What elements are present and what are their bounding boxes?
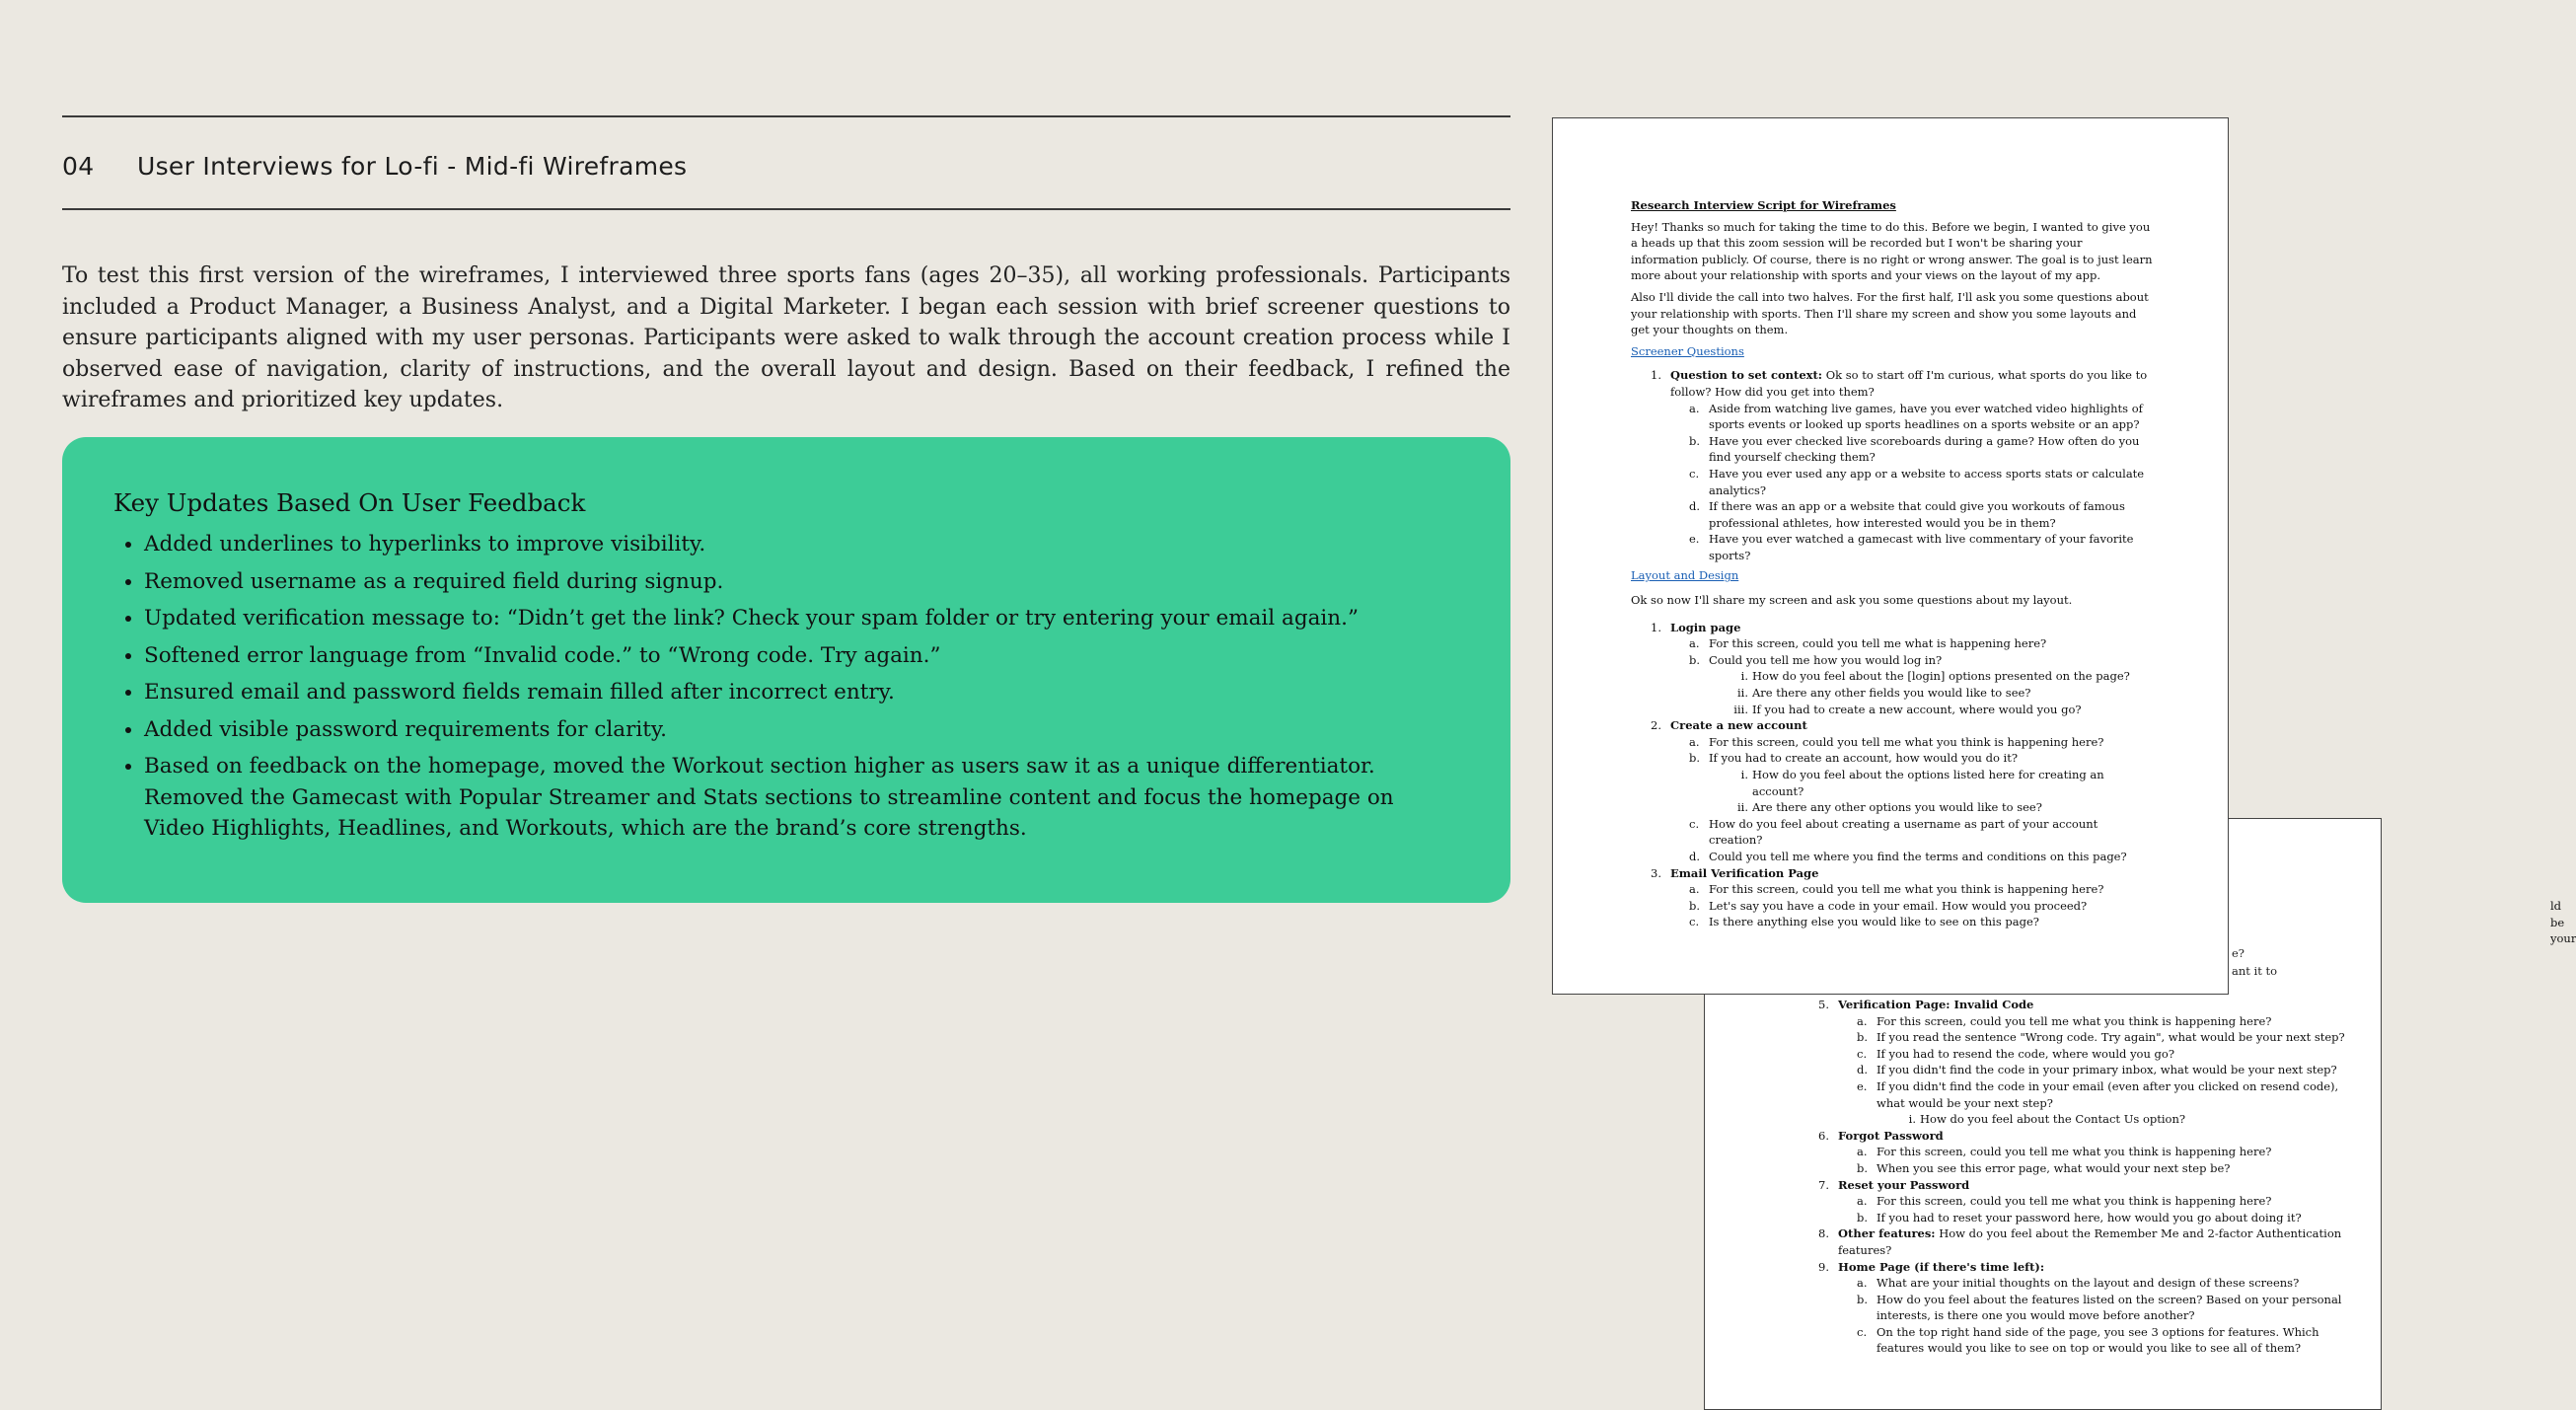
section-number: 04 bbox=[62, 151, 95, 181]
section-title: Login page bbox=[1670, 620, 1741, 634]
question: When you see this error page, what would your next step be? bbox=[1877, 1160, 2231, 1175]
question: What are your initial thoughts on the layout and design of these screens? bbox=[1877, 1276, 2300, 1291]
question: For this screen, could you tell me what you think is happening here? bbox=[1709, 734, 2104, 749]
question: Are there any other fields you would like to see? bbox=[1752, 686, 2031, 701]
top-divider bbox=[62, 115, 1510, 117]
question: If you didn't find the code in your primary inbox, what would be your next step? bbox=[1877, 1063, 2337, 1077]
question: If you had to create a new account, where would you go? bbox=[1752, 702, 2082, 716]
question: For this screen, could you tell me what is happening here? bbox=[1709, 636, 2047, 651]
question: Aside from watching live games, have you ever watched video highlights of sports events or looked up sports headlines on a sports website or an app? bbox=[1709, 401, 2143, 432]
question: If you had to create an account, how would you do it? bbox=[1709, 751, 2019, 766]
key-update-item: • Ensured email and password fields remain filled after incorrect entry. bbox=[144, 677, 1451, 708]
script-page-2-content: 5. Verification Page: Invalid Code a. For this screen, could you tell me what you think is happening here? b. If you read the sentence "Wrong code. Try again", what would be your next step? c. If you had to resend the code, where would you go? d. If you didn't find the code in your primary inbox, what would be your next step? e. If you didn't find the code in your email (even after you clicked on resend code), what would be your next step? i. How do you feel about the Contact Us option? 6. Forgot Password a. For this screen, could you tell me what you think is happening here? b. When you see this error page, what would your next step be? 7. Reset your Password a. For this screen, could you tell me what you think is happening here? b. If you had to reset your password here, how would you go about doing it? 8. Other features: How do you feel about the Remember Me and 2-factor Authentication features? 9. Home Page (if there's time left): a. What are your initial thoughts on the layout and design of these screens? b. How do you feel about the features listed on the screen? Based on your personal interests, is there one you would move before another? c. On the top right hand side of the page, you see 3 options for features. Which features would you like to see on top or would you like to see all of them? bbox=[1799, 997, 2351, 1357]
key-updates-title: Key Updates Based On User Feedback bbox=[113, 488, 586, 517]
question: How do you feel about the options listed here for creating an account? bbox=[1752, 768, 2104, 798]
key-update-item: • Softened error language from “Invalid code.” to “Wrong code. Try again.” bbox=[144, 640, 1451, 672]
question: Ok so to start off I'm curious, what sports do you like to follow? How did you get into them? bbox=[1670, 368, 2148, 399]
question: Have you ever used any app or a website to access sports stats or calculate analytics? bbox=[1709, 466, 2145, 497]
section-title: Reset your Password bbox=[1838, 1177, 1970, 1192]
question: For this screen, could you tell me what you think is happening here? bbox=[1877, 1194, 2272, 1209]
key-updates-list bbox=[113, 529, 1451, 845]
intro-paragraph: To test this first version of the wireframes, I interviewed three sports fans (ages 20–35), all working professionals. Participants included a Product Manager, a Business Analyst, and a Digital Marketer. I began each session with brief screener questions to ensure participants aligned with my user personas. Participants were asked to walk through the account creation process while I observed ease of navigation, clarity of instructions, and the overall layout and design. Based on their feedback, I refined the wireframes and prioritized key updates. bbox=[62, 263, 1510, 412]
question: For this screen, could you tell me what you think is happening here? bbox=[1709, 882, 2104, 897]
key-update-item: • Based on feedback on the homepage, moved the Workout section higher as users saw it as a unique differentiator. Removed the Gamecast with Popular Streamer and Stats sections to streamline content and focus the homepage on Video Highlights, Headlines, and Workouts, which are the brand’s core strengths. bbox=[144, 751, 1451, 845]
section-title: Create a new account bbox=[1670, 718, 1807, 733]
text-fragment: ld be your bbox=[2550, 899, 2576, 946]
question: How do you feel about the features listed on the screen? Based on your personal interests, is there one you would move before another? bbox=[1877, 1292, 2342, 1323]
script-intro: Hey! Thanks so much for taking the time to do this. Before we begin, I wanted to give you a heads up that this zoom session will be recorded but I won't be sharing your information publicly. Of course, there is no right or wrong answer. The goal is to just learn more about your relationship with sports and your views on the layout of my app. bbox=[1631, 219, 2153, 283]
question: How do you feel about the [login] options presented on the page? bbox=[1752, 669, 2130, 684]
question: How do you feel about creating a username as part of your account creation? bbox=[1709, 816, 2098, 848]
key-update-item: • Updated verification message to: “Didn’t get the link? Check your spam folder or try entering your email again.” bbox=[144, 603, 1451, 634]
script-title: Research Interview Script for Wireframes bbox=[1631, 198, 1896, 212]
section-title: Verification Page: Invalid Code bbox=[1838, 998, 2034, 1011]
key-update-item: • Added visible password requirements for clarity. bbox=[144, 714, 1451, 746]
section-title: Forgot Password bbox=[1838, 1128, 1944, 1143]
question: If you had to resend the code, where would you go? bbox=[1877, 1046, 2174, 1061]
question: On the top right hand side of the page, you see 3 options for features. Which features would you like to see on top or would you like to see all of them? bbox=[1877, 1324, 2319, 1356]
question: Let's say you have a code in your email. How would you proceed? bbox=[1709, 898, 2088, 913]
question-label: Question to set context: bbox=[1670, 368, 1823, 383]
question: Could you tell me where you find the terms and conditions on this page? bbox=[1709, 849, 2127, 863]
script-page-1: Research Interview Script for Wireframes Hey! Thanks so much for taking the time to do this. Before we begin, I wanted to give you a heads up that this zoom session will be recorded but I won't be sharing your information publicly. Of course, there is no right or wrong answer. The goal is to just learn more about your relationship with sports and your views on the layout of my app. Also I'll divide the call into two halves. For the first half, I'll ask you some questions about your relationship with sports. Then I'll share my screen and show you some layouts and get your thoughts on them. Screener Questions 1. Question to set context: Ok so to start off I'm curious, what sports do you like to follow? How did you get into them? a. Aside from watching live games, have you ever watched video highlights of sports events or looked up sports headlines on a sports website or an app? b. Have you ever checked live scoreboards during a game? How often do you find yourself checking them? c. Have you ever used any app or a website to access sports stats or calculate analytics? d. If there was an app or a website that could give you workouts of famous professional athletes, how interested would you be in them? e. Have you ever watched a gamecast with live commentary of your favorite sports? Layout and Design Ok so now I'll share my screen and ask you some questions about my layout. 1. Login page a. For this screen, could you tell me what is happening here? b. Could you tell me how you would log in? i. How do you feel about the [login] options presented on the page? ii. Are there any other fields you would like to see? iii. If you had to create a new account, where would you go? 2. Create a new account a. For this screen, could you tell me what you think is happening here? b. If you had to create an account, how would you do it? i. How do you feel about the options listed here for creating an account? ii. Are there any other options you would like to see? c. How do you feel about creating a username as part of your account creation? d. Could you tell me where you find the terms and conditions on this page? 3. Email Verification Page a. For this screen, could you tell me what you think is happening here? b. Let's say you have a code in your email. How would you proceed? c. Is there anything else you would like to see on this page? bbox=[1552, 117, 2229, 995]
layout-intro: Ok so now I'll share my screen and ask you some questions about my layout. bbox=[1631, 593, 2073, 608]
script-intro: Also I'll divide the call into two halves. For the first half, I'll ask you some questions about your relationship with sports. Then I'll share my screen and show you some layouts and get your thoughts on them. bbox=[1631, 289, 2149, 337]
question: For this screen, could you tell me what you think is happening here? bbox=[1877, 1013, 2272, 1028]
question: Are there any other options you would like to see? bbox=[1752, 800, 2042, 815]
section-title: Email Verification Page bbox=[1670, 865, 1819, 880]
layout-and-design-link[interactable]: Layout and Design bbox=[1631, 568, 1739, 583]
bottom-divider bbox=[62, 208, 1510, 210]
question: Have you ever checked live scoreboards during a game? How often do you find yourself checking them? bbox=[1709, 433, 2140, 465]
section-title: Home Page (if there's time left): bbox=[1838, 1259, 2045, 1274]
question: Could you tell me how you would log in? bbox=[1709, 652, 1943, 667]
key-update-item: • Removed username as a required field during signup. bbox=[144, 566, 1451, 598]
question: If you read the sentence "Wrong code. Try again", what would be your next step? bbox=[1877, 1030, 2345, 1045]
question: If there was an app or a website that could give you workouts of famous professional athletes, how interested would you be in them? bbox=[1709, 499, 2125, 530]
question: If you didn't find the code in your email (even after you clicked on resend code), what would be your next step? bbox=[1877, 1078, 2339, 1110]
question: How do you feel about the Contact Us option? bbox=[1920, 1112, 2186, 1127]
section-label: Other features: bbox=[1838, 1226, 1936, 1241]
key-updates-card bbox=[62, 437, 1510, 903]
question: How do you feel about the Remember Me and 2-factor Authentication features? bbox=[1838, 1226, 2342, 1257]
section-header bbox=[62, 146, 1510, 186]
question: If you had to reset your password here, how would you go about doing it? bbox=[1877, 1210, 2302, 1224]
key-update-item: • Added underlines to hyperlinks to improve visibility. bbox=[144, 529, 1451, 560]
section-title: User Interviews for Lo-fi - Mid-fi Wireframes bbox=[137, 151, 688, 181]
question: Have you ever watched a gamecast with live commentary of your favorite sports? bbox=[1709, 532, 2134, 562]
text-fragment: e? bbox=[2232, 946, 2245, 960]
screener-questions-link[interactable]: Screener Questions bbox=[1631, 343, 1744, 358]
text-fragment: ant it to bbox=[2232, 964, 2278, 978]
question: For this screen, could you tell me what you think is happening here? bbox=[1877, 1145, 2272, 1159]
question: Is there anything else you would like to see on this page? bbox=[1709, 915, 2039, 929]
